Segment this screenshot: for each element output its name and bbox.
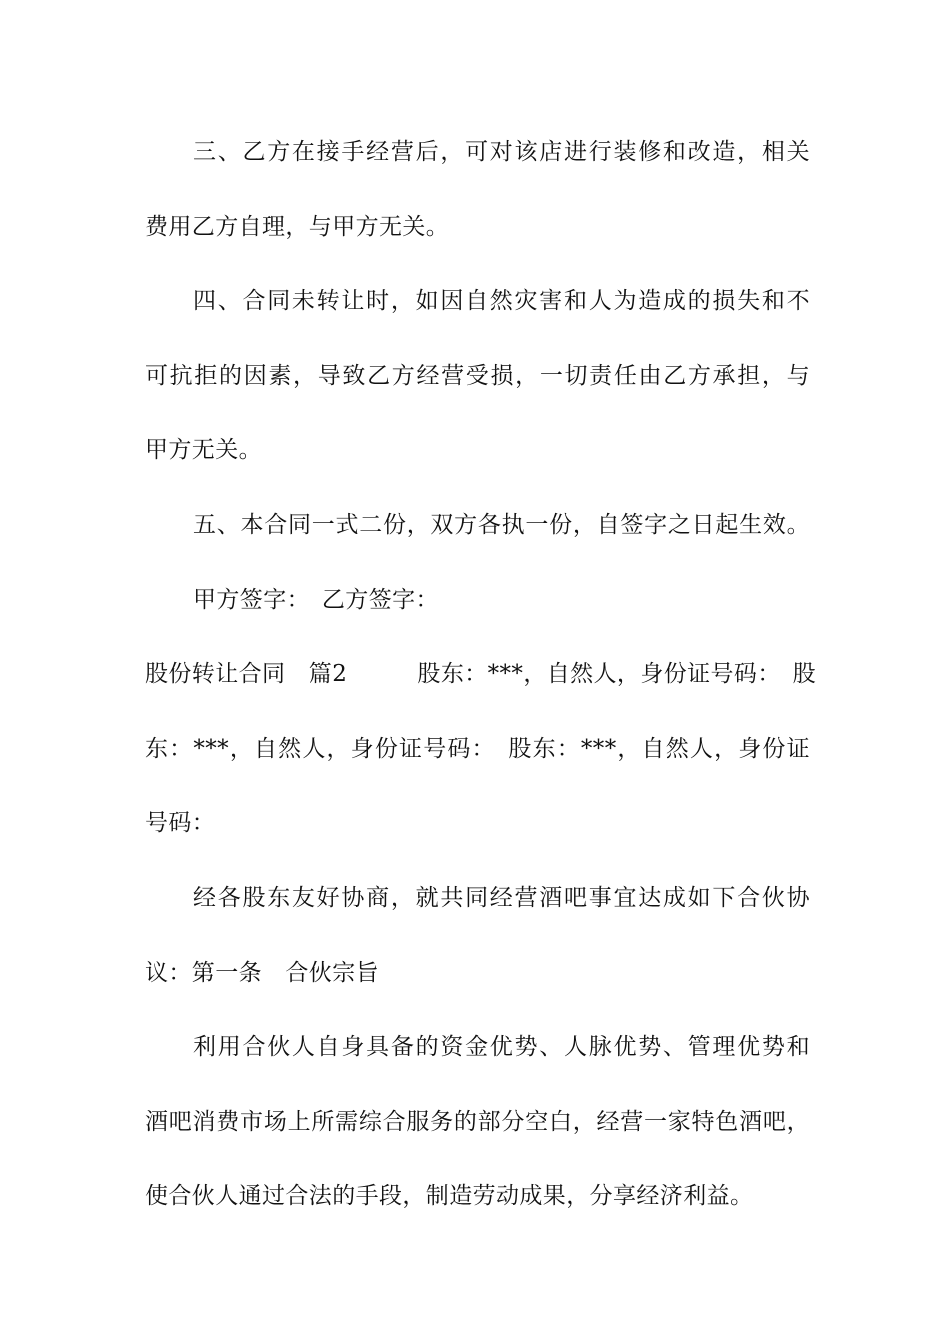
paragraph-line: 东：***，自然人，身份证号码： 股东：***，自然人，身份证 [145,736,810,762]
paragraph-line: 三、乙方在接手经营后，可对该店进行装修和改造，相关 [193,139,810,165]
paragraph-line: 四、合同未转让时，如因自然灾害和人为造成的损失和不 [193,288,810,314]
paragraph-line: 号码： [145,810,216,836]
paragraph-line: 可抗拒的因素，导致乙方经营受损，一切责任由乙方承担，与 [145,363,810,389]
section-heading-line: 股份转让合同 篇2 股东：***，自然人，身份证号码： 股 [145,661,817,687]
paragraph-line: 利用合伙人自身具备的资金优势、人脉优势、管理优势和 [193,1034,810,1060]
paragraph-line: 使合伙人通过合法的手段，制造劳动成果，分享经济利益。 [145,1183,754,1209]
paragraph-line: 议：第一条 合伙宗旨 [145,960,379,986]
paragraph-line: 费用乙方自理，与甲方无关。 [145,214,450,240]
signature-line: 甲方签字： 乙方签字： [193,587,439,613]
paragraph-line: 甲方无关。 [145,437,262,463]
paragraph-line: 酒吧消费市场上所需综合服务的部分空白，经营一家特色酒吧， [145,1109,810,1135]
paragraph-line: 经各股东友好协商，就共同经营酒吧事宜达成如下合伙协 [193,885,810,911]
paragraph-line: 五、本合同一式二份，双方各执一份，自签字之日起生效。 [193,512,810,538]
